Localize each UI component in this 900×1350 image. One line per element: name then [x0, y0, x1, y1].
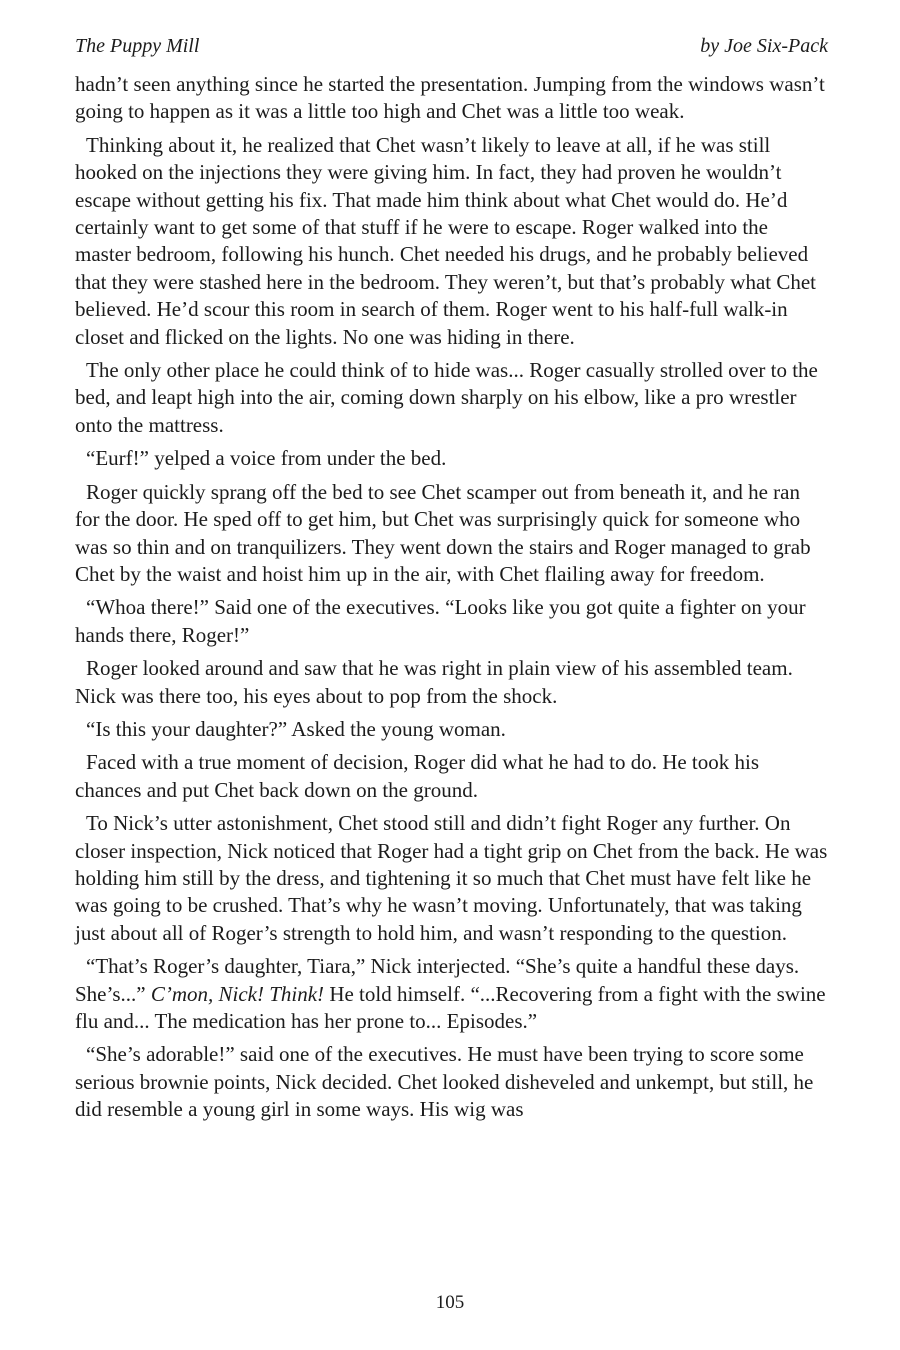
paragraph: [75, 716, 828, 743]
paragraph: [75, 71, 828, 126]
text-run: “She’s adorable!” said one of the executives. He must have been trying to score some serious brownie points, Nick decided. Chet looked disheveled and unkempt, but still, he did resemble a young girl in some ways. His wig was: [75, 1042, 814, 1122]
italic-text-run: C’mon, Nick! Think!: [150, 981, 325, 1006]
paragraph: [75, 445, 828, 472]
paragraph: [75, 953, 828, 1035]
paragraph: [75, 479, 828, 589]
text-run: Thinking about it, he realized that Chet wasn’t likely to leave at all, if he was still hooked on the injections they were giving him. In fact, they had proven he wouldn’t escape without getting his fix. That made him think about what Chet would do. He’d certainly want to get some of that stuff if he were to escape. Roger walked into the master bedroom, following his hunch. Chet needed his drugs, and he probably believed that they were stashed here in the bedroom. They weren’t, but that’s probably what Chet believed. He’d scour this room in search of them. Roger went to his half-full walk-in closet and flicked on the lights. No one was hiding in there.: [75, 132, 817, 349]
page-body: [75, 71, 828, 1124]
running-header: [75, 34, 828, 58]
paragraph: [75, 594, 828, 649]
text-run: “Eurf!” yelped a voice from under the bed.: [86, 446, 447, 471]
text-run: “Whoa there!” Said one of the executives. “Looks like you got quite a fighter on your hands there, Roger!”: [75, 595, 806, 647]
paragraph: [75, 655, 828, 710]
paragraph: [75, 132, 828, 351]
book-title: The Puppy Mill: [75, 35, 200, 57]
text-run: “Is this your daughter?” Asked the young woman.: [86, 716, 506, 741]
book-author: by Joe Six-Pack: [700, 35, 828, 57]
text-run: Roger quickly sprang off the bed to see Chet scamper out from beneath it, and he ran for the door. He sped off to get him, but Chet was surprisingly quick for someone who was so thin and on tranquilizers. They went down the stairs and Roger managed to grab Chet by the waist and hoist him up in the air, with Chet flailing away for freedom.: [75, 479, 811, 586]
paragraph: [75, 810, 828, 947]
text-run: He told himself. “...Recovering from a fight with the swine flu and... The medication has her prone to... Episodes.”: [75, 981, 826, 1033]
paragraph: [75, 749, 828, 804]
text-run: Roger looked around and saw that he was right in plain view of his assembled team. Nick was there too, his eyes about to pop from the shock.: [75, 656, 793, 708]
text-run: To Nick’s utter astonishment, Chet stood still and didn’t fight Roger any further. On closer inspection, Nick noticed that Roger had a tight grip on Chet from the back. He was holding him still by the dress, and tightening it so much that Chet must have felt like he was going to be crushed. That’s why he wasn’t moving. Unfortunately, that was taking just about all of Roger’s strength to hold him, and wasn’t responding to the question.: [75, 811, 828, 945]
text-run: Faced with a true moment of decision, Roger did what he had to do. He took his chances and put Chet back down on the ground.: [75, 750, 760, 802]
text-run: “That’s Roger’s daughter, Tiara,” Nick interjected. “She’s quite a handful these days. She’s...”: [75, 954, 800, 1006]
page-number: 105: [435, 1292, 465, 1313]
text-run: hadn’t seen anything since he started the presentation. Jumping from the windows wasn’t going to happen as it was a little too high and Chet was a little too weak.: [75, 72, 825, 124]
paragraph: [75, 357, 828, 439]
page-footer: [0, 1292, 900, 1314]
paragraph: [75, 1041, 828, 1123]
text-run: The only other place he could think of to hide was... Roger casually strolled over to the bed, and leapt high into the air, coming down sharply on his elbow, like a pro wrestler onto the mattress.: [75, 358, 818, 437]
